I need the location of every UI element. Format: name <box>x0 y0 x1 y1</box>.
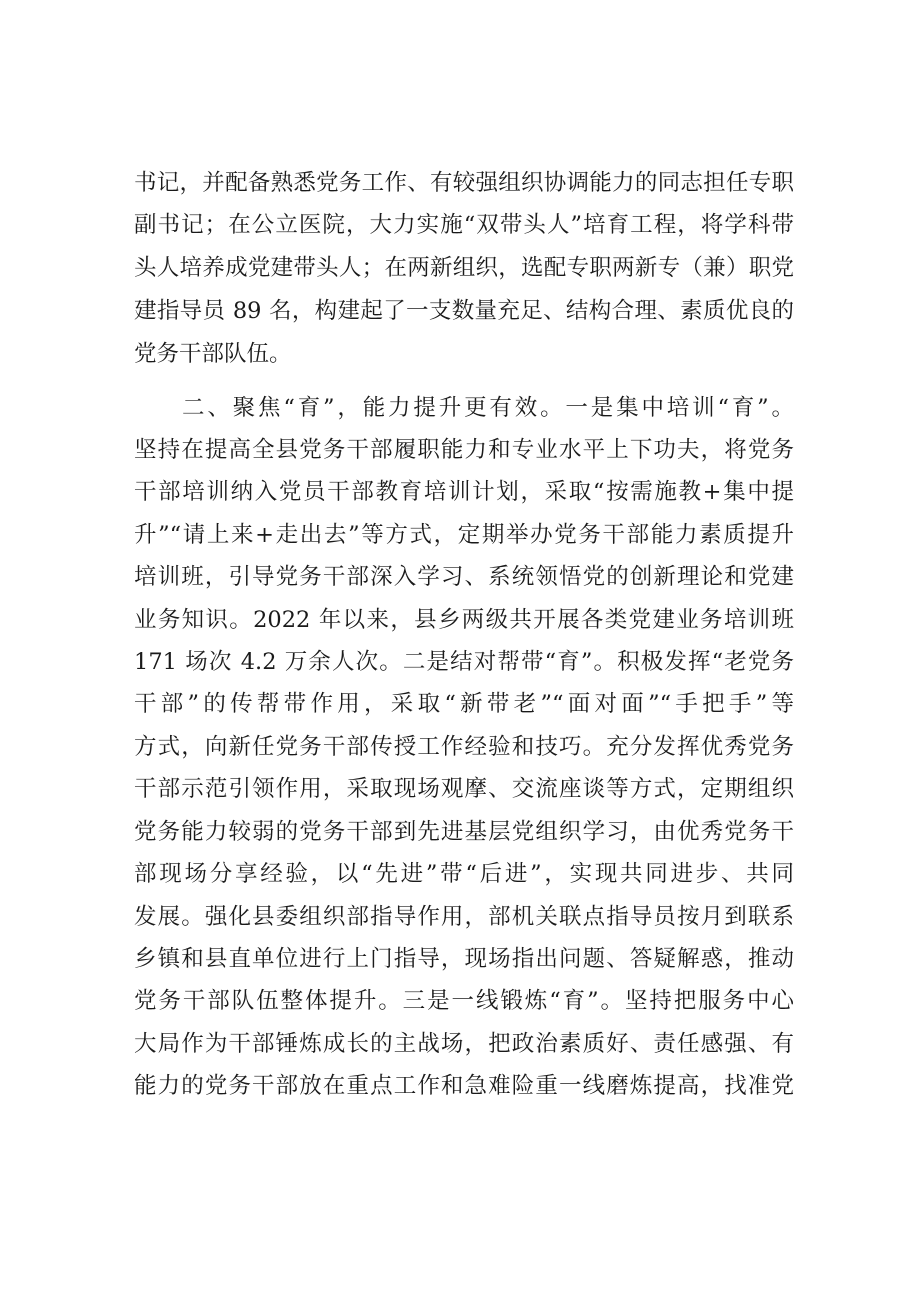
text-line: 党务能力较弱的党务干部到先进基层党组织学习，由优秀党务干 <box>134 819 794 845</box>
text-line: 业务知识。2022 年以来，县乡两级共开展各类党建业务培训班 <box>134 607 794 633</box>
text-line: 干部培训纳入党员干部教育培训计划，采取“按需施教+集中提 <box>134 479 794 505</box>
text-line: 坚持在提高全县党务干部履职能力和专业水平上下功夫，将党务 <box>134 437 794 463</box>
text-line: 书记，并配备熟悉党务工作、有较强组织协调能力的同志担任专职 <box>134 170 794 196</box>
text-line: 乡镇和县直单位进行上门指导，现场指出问题、答疑解惑，推动 <box>134 946 794 972</box>
text-line: 升”“请上来+走出去”等方式，定期举办党务干部能力素质提升 <box>134 522 794 548</box>
text-line: 干部”的传帮带作用，采取“新带老”“面对面”“手把手”等 <box>134 691 794 717</box>
text-line: 头人培养成党建带头人；在两新组织，选配专职两新专（兼）职党 <box>134 255 794 281</box>
text-line: 干部示范引领作用，采取现场观摩、交流座谈等方式，定期组织 <box>134 776 794 802</box>
text-line: 党务干部队伍。 <box>134 341 292 367</box>
text-line: 二、聚焦“育”，能力提升更有效。一是集中培训“育”。 <box>182 395 794 421</box>
text-line: 建指导员 89 名，构建起了一支数量充足、结构合理、素质优良的 <box>134 298 794 324</box>
text-line: 171 场次 4.2 万余人次。二是结对帮带“育”。积极发挥“老党务 <box>134 649 794 675</box>
text-line: 发展。强化县委组织部指导作用，部机关联点指导员按月到联系 <box>134 904 794 930</box>
text-line: 大局作为干部锤炼成长的主战场，把政治素质好、责任感强、有 <box>134 1031 794 1057</box>
text-line: 副书记；在公立医院，大力实施“双带头人”培育工程，将学科带 <box>134 212 794 238</box>
text-line: 部现场分享经验，以“先进”带“后进”，实现共同进步、共同 <box>134 861 794 887</box>
text-line: 能力的党务干部放在重点工作和急难险重一线磨炼提高，找准党 <box>134 1073 794 1099</box>
text-line: 党务干部队伍整体提升。三是一线锻炼“育”。坚持把服务中心 <box>134 988 794 1014</box>
text-line: 培训班，引导党务干部深入学习、系统领悟党的创新理论和党建 <box>134 564 794 590</box>
text-line: 方式，向新任党务干部传授工作经验和技巧。充分发挥优秀党务 <box>134 734 794 760</box>
